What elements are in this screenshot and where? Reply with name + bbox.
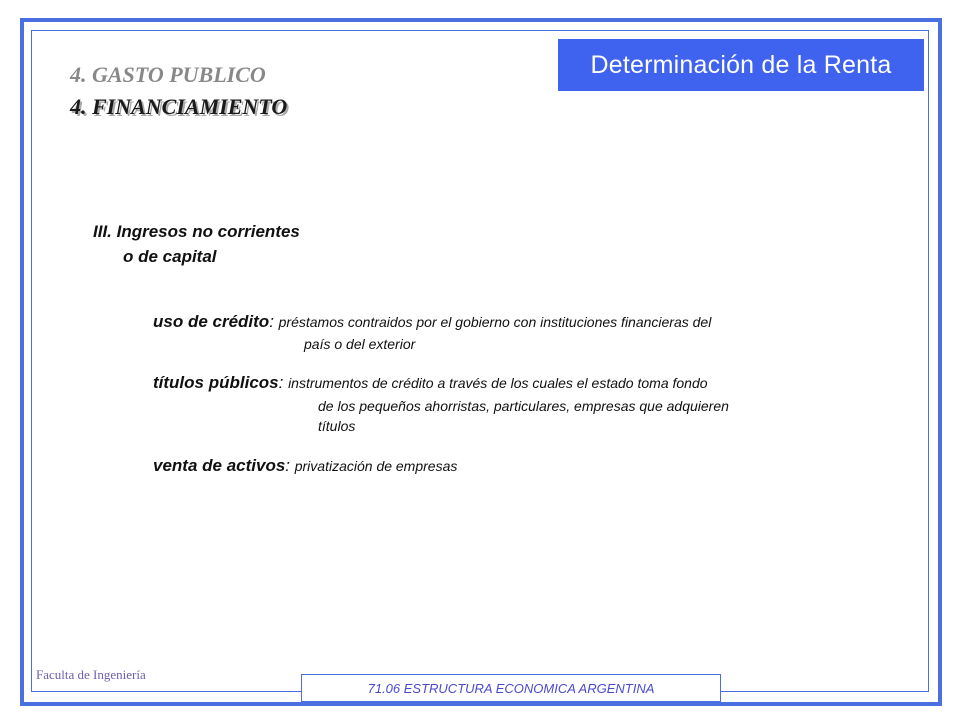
term-description: privatización de empresas [294,458,458,474]
subheading [93,219,300,269]
section-heading-financiamiento: 4. FINANCIAMIENTO [70,94,288,119]
term-label: uso de crédito [153,312,270,331]
list-item-titulos-publicos: títulos públicos: instrumentos de crédito a través de los cuales el estado toma fondo [153,373,708,392]
slide-title-banner [558,39,924,91]
term-label: venta de activos [153,456,286,475]
slide-title: Determinación de la Renta [590,50,892,79]
section-heading-gasto: 4. GASTO PUBLICO [70,62,266,87]
subheading-line1: III. Ingresos no corrientes [93,222,300,241]
footer-course: 71.06 ESTRUCTURA ECONOMICA ARGENTINA [367,680,655,696]
term-label: títulos públicos [153,373,279,392]
subheading-line2: o de capital [123,247,217,266]
list-item-venta-activos: venta de activos: privatización de empresas [153,456,458,475]
term-description: préstamos contraidos por el gobierno con instituciones financieras del [278,314,712,330]
footer-institution: Faculta de Ingeniería [36,667,146,682]
term-description: instrumentos de crédito a través de los cuales el estado toma fondo [288,375,708,391]
list-item-uso-credito: uso de crédito: préstamos contraidos por el gobierno con instituciones financieras del [153,312,712,331]
footer-course-box [301,674,721,702]
term-description-cont: país o del exterior [304,336,416,352]
term-description-cont: títulos [318,418,356,434]
slide-inner-border [31,30,929,692]
term-description-cont: de los pequeños ahorristas, particulares, empresas que adquieren [318,398,729,414]
